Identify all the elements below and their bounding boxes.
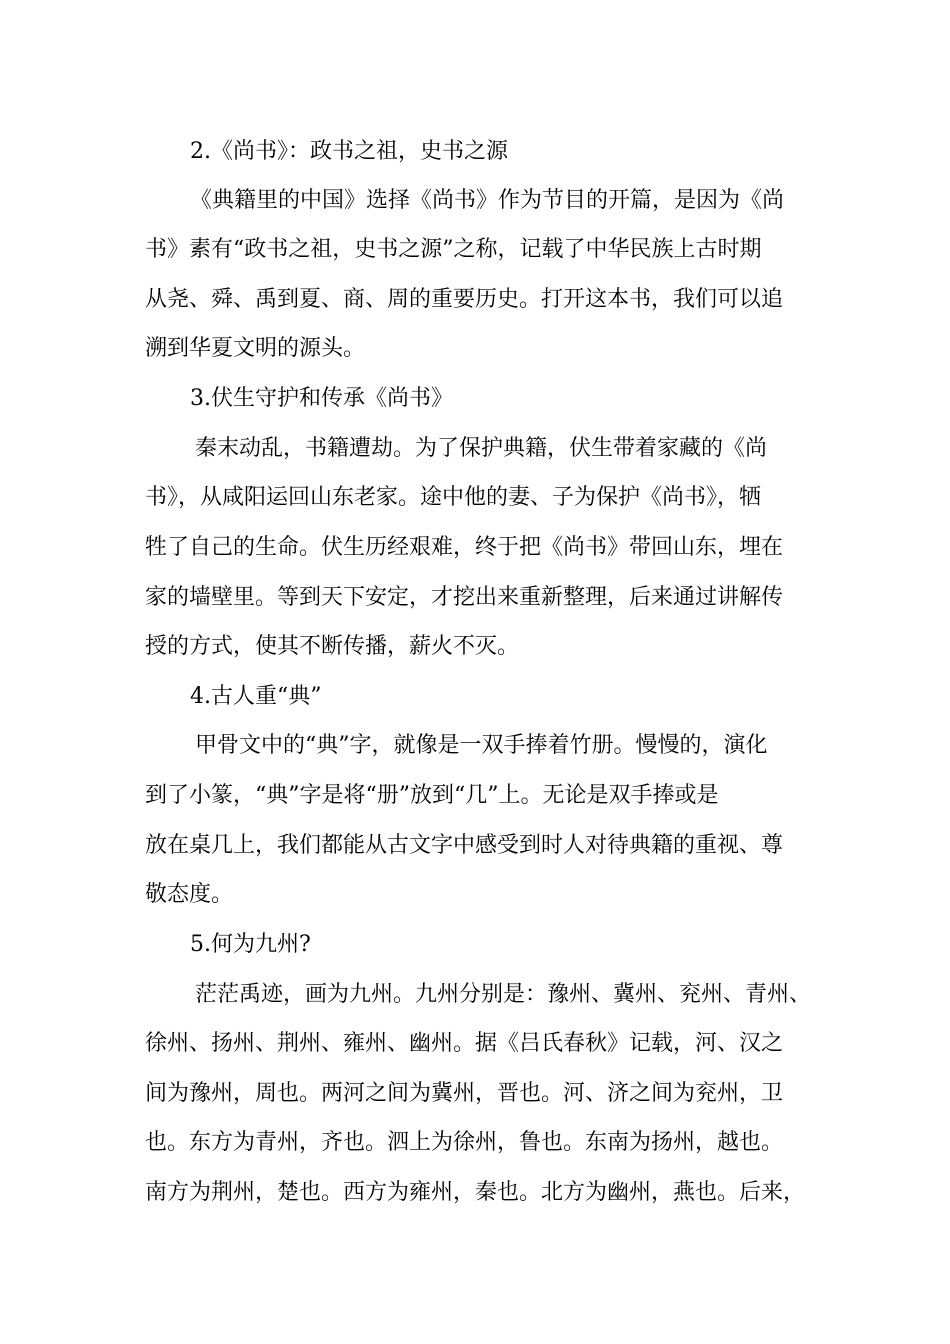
section-heading: 3.伏生守护和传承《尚书》	[190, 386, 453, 411]
section-heading: 2.《尚书》：政书之祖，史书之源	[190, 139, 508, 164]
paragraph-line: 从尧、舜、禹到夏、商、周的重要历史。打开这本书，我们可以追	[145, 287, 784, 312]
paragraph-line: 南方为荆州，楚也。西方为雍州，秦也。北方为幽州，燕也。后来，	[145, 1180, 806, 1205]
paragraph-line: 书》，从咸阳运回山东老家。途中他的妻、子为保护《尚书》，牺	[145, 485, 762, 510]
paragraph-line: 甲骨文中的“典”字，就像是一双手捧着竹册。慢慢的，演化	[195, 733, 768, 758]
paragraph-line: 书》素有“政书之祖，史书之源”之称，记载了中华民族上古时期	[145, 237, 762, 262]
paragraph-line: 秦末动乱，书籍遭劫。为了保护典籍，伏生带着家藏的《尚	[195, 436, 768, 461]
paragraph-line: 间为豫州，周也。两河之间为冀州，晋也。河、济之间为兖州，卫	[145, 1081, 784, 1106]
paragraph-line: 茫茫禹迹，画为九州。九州分别是：豫州、冀州、兖州、青州、	[195, 982, 812, 1007]
paragraph-line: 到了小篆，“典”字是将“册”放到“几”上。无论是双手捧或是	[145, 783, 719, 808]
paragraph-line: 授的方式，使其不断传播，薪火不灭。	[145, 634, 520, 659]
paragraph-line: 牲了自己的生命。伏生历经艰难，终于把《尚书》带回山东，埋在	[145, 535, 784, 560]
section-heading: 5.何为九州?	[190, 932, 311, 957]
paragraph-line: 敬态度。	[145, 882, 234, 907]
paragraph-line: 溯到华夏文明的源头。	[145, 336, 366, 361]
paragraph-line: 也。东方为青州，齐也。泗上为徐州，鲁也。东南为扬州，越也。	[145, 1130, 784, 1155]
paragraph-line: 家的墙壁里。等到天下安定，才挖出来重新整理，后来通过讲解传	[145, 585, 784, 610]
paragraph-line: 《典籍里的中国》选择《尚书》作为节目的开篇，是因为《尚	[190, 188, 785, 213]
section-heading: 4.古人重“典”	[190, 684, 322, 709]
paragraph-line: 放在桌几上，我们都能从古文字中感受到时人对待典籍的重视、尊	[145, 833, 784, 858]
paragraph-line: 徐州、扬州、荆州、雍州、幽州。据《吕氏春秋》记载，河、汉之	[145, 1031, 784, 1056]
